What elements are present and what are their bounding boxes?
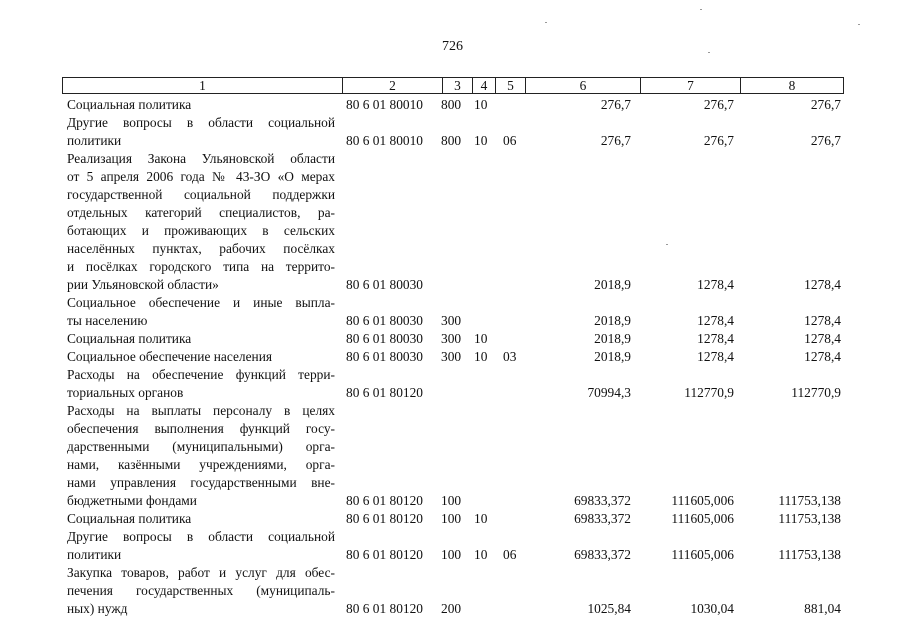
row-name [67, 348, 335, 366]
row-name-line: бюджетными фондами [67, 493, 197, 508]
row-value-7: 1278,4 [697, 313, 734, 328]
row-col-4: 10 [474, 97, 488, 112]
table-row [0, 96, 905, 114]
row-col-5: 03 [503, 349, 517, 364]
header-col-5: 5 [496, 78, 526, 93]
row-name-line: Расходы на обеспечение функций терри- [67, 367, 335, 382]
row-name-line: ты населению [67, 313, 148, 328]
row-name-line: дарственными (муниципальными) орга- [67, 439, 335, 454]
row-name-line: Расходы на выплаты персоналу в целях [67, 403, 335, 418]
row-value-6: 70994,3 [587, 385, 631, 400]
header-col-7: 7 [641, 78, 741, 93]
row-col-4: 10 [474, 133, 488, 148]
row-col-3: 800 [441, 133, 462, 148]
row-value-7: 112770,9 [684, 385, 734, 400]
row-value-7: 1030,04 [690, 601, 734, 616]
row-value-6: 69833,372 [574, 493, 631, 508]
row-name [67, 114, 335, 150]
row-col-3: 100 [441, 493, 462, 508]
row-name-line: Социальное обеспечение населения [67, 349, 273, 364]
row-name-line: Социальная политика [67, 331, 192, 346]
row-value-8: 1278,4 [804, 277, 841, 292]
row-value-6: 2018,9 [594, 331, 631, 346]
row-code: 80 6 01 80030 [346, 277, 423, 292]
row-name-line: и посёлках городского типа на террито- [67, 259, 335, 274]
table-header [62, 77, 844, 94]
row-value-6: 2018,9 [594, 277, 631, 292]
row-value-7: 276,7 [703, 133, 734, 148]
row-value-6: 2018,9 [594, 313, 631, 328]
row-value-7: 276,7 [703, 97, 734, 112]
row-value-8: 1278,4 [804, 313, 841, 328]
row-name-line: рии Ульяновской области» [67, 277, 219, 292]
table-row [0, 402, 905, 510]
row-name [67, 330, 335, 348]
row-code: 80 6 01 80030 [346, 349, 423, 364]
table-row [0, 528, 905, 564]
row-name [67, 528, 335, 564]
table-row [0, 366, 905, 402]
row-col-4: 10 [474, 349, 488, 364]
row-col-3: 300 [441, 313, 462, 328]
scan-speck [708, 52, 710, 53]
row-value-6: 2018,9 [594, 349, 631, 364]
page-number: 726 [442, 39, 463, 54]
row-name-line: политики [67, 133, 122, 148]
row-col-3: 100 [441, 547, 462, 562]
row-name-line: государственной социальной поддержки [67, 187, 335, 202]
row-name [67, 294, 335, 330]
row-value-6: 1025,84 [587, 601, 631, 616]
table-row [0, 348, 905, 366]
scan-speck [700, 9, 702, 10]
row-name-line: Закупка товаров, работ и услуг для обес- [67, 565, 335, 580]
row-code: 80 6 01 80120 [346, 511, 423, 526]
scan-speck [545, 22, 547, 23]
row-value-8: 1278,4 [804, 331, 841, 346]
row-name-line: Реализация Закона Ульяновской области [67, 151, 335, 166]
row-col-3: 100 [441, 511, 462, 526]
header-col-8: 8 [788, 78, 796, 93]
row-name [67, 366, 335, 402]
scan-speck [666, 244, 668, 245]
row-name-line: ториальных органов [67, 385, 184, 400]
row-value-7: 111605,006 [671, 547, 734, 562]
row-name-line: печения государственных (муниципаль- [67, 583, 335, 598]
row-name-line: нами, казёнными учреждениями, орга- [67, 457, 335, 472]
row-name [67, 564, 335, 618]
row-value-8: 111753,138 [778, 511, 841, 526]
row-name [67, 402, 335, 510]
header-col-2: 2 [343, 78, 443, 93]
table-row [0, 294, 905, 330]
row-name-line: населённых пунктах, рабочих посёлках [67, 241, 335, 256]
row-value-6: 69833,372 [574, 511, 631, 526]
row-code: 80 6 01 80120 [346, 385, 423, 400]
row-code: 80 6 01 80120 [346, 493, 423, 508]
row-name-line: ботающих и проживающих в сельских [67, 223, 335, 238]
table-row [0, 150, 905, 294]
scan-speck [858, 24, 860, 25]
header-col-4: 4 [473, 78, 496, 93]
row-name-line: Другие вопросы в области социальной [67, 529, 335, 544]
row-name-line: Другие вопросы в области социальной [67, 115, 335, 130]
row-value-7: 1278,4 [697, 349, 734, 364]
row-code: 80 6 01 80010 [346, 97, 423, 112]
row-col-4: 10 [474, 511, 488, 526]
row-col-4: 10 [474, 331, 488, 346]
row-name [67, 510, 335, 528]
row-value-6: 276,7 [600, 97, 631, 112]
row-col-5: 06 [503, 547, 517, 562]
row-code: 80 6 01 80120 [346, 601, 423, 616]
row-value-8: 111753,138 [778, 547, 841, 562]
header-col-1: 1 [63, 78, 343, 93]
row-name-line: Социальная политика [67, 97, 192, 112]
row-name-line: обеспечения выполнения функций госу- [67, 421, 335, 436]
row-col-3: 800 [441, 97, 462, 112]
row-col-3: 200 [441, 601, 462, 616]
row-name-line: Социальное обеспечение и иные выпла- [67, 295, 335, 310]
row-value-7: 111605,006 [671, 511, 734, 526]
row-code: 80 6 01 80030 [346, 331, 423, 346]
row-value-8: 276,7 [810, 97, 841, 112]
row-col-3: 300 [441, 349, 462, 364]
table-row [0, 330, 905, 348]
row-value-6: 276,7 [600, 133, 631, 148]
row-col-4: 10 [474, 547, 488, 562]
row-value-6: 69833,372 [574, 547, 631, 562]
row-value-8: 881,04 [804, 601, 841, 616]
row-name [67, 150, 335, 294]
row-name-line: политики [67, 547, 122, 562]
table-row [0, 510, 905, 528]
row-name-line: ных) нужд [67, 601, 128, 616]
row-name-line: Социальная политика [67, 511, 192, 526]
row-value-7: 1278,4 [697, 331, 734, 346]
row-name-line: отдельных категорий специалистов, ра- [67, 205, 335, 220]
row-value-8: 276,7 [810, 133, 841, 148]
row-value-8: 112770,9 [791, 385, 841, 400]
table-row [0, 114, 905, 150]
table-row [0, 564, 905, 618]
row-code: 80 6 01 80030 [346, 313, 423, 328]
header-col-6: 6 [526, 78, 641, 93]
row-name-line: от 5 апреля 2006 года № 43-ЗО «О мерах [67, 169, 335, 184]
row-value-7: 111605,006 [671, 493, 734, 508]
row-value-7: 1278,4 [697, 277, 734, 292]
row-name-line: нами управления государственными вне- [67, 475, 335, 490]
row-col-5: 06 [503, 133, 517, 148]
header-col-3: 3 [443, 78, 473, 93]
row-code: 80 6 01 80120 [346, 547, 423, 562]
row-col-3: 300 [441, 331, 462, 346]
row-value-8: 111753,138 [778, 493, 841, 508]
row-code: 80 6 01 80010 [346, 133, 423, 148]
row-name [67, 96, 335, 114]
row-value-8: 1278,4 [804, 349, 841, 364]
